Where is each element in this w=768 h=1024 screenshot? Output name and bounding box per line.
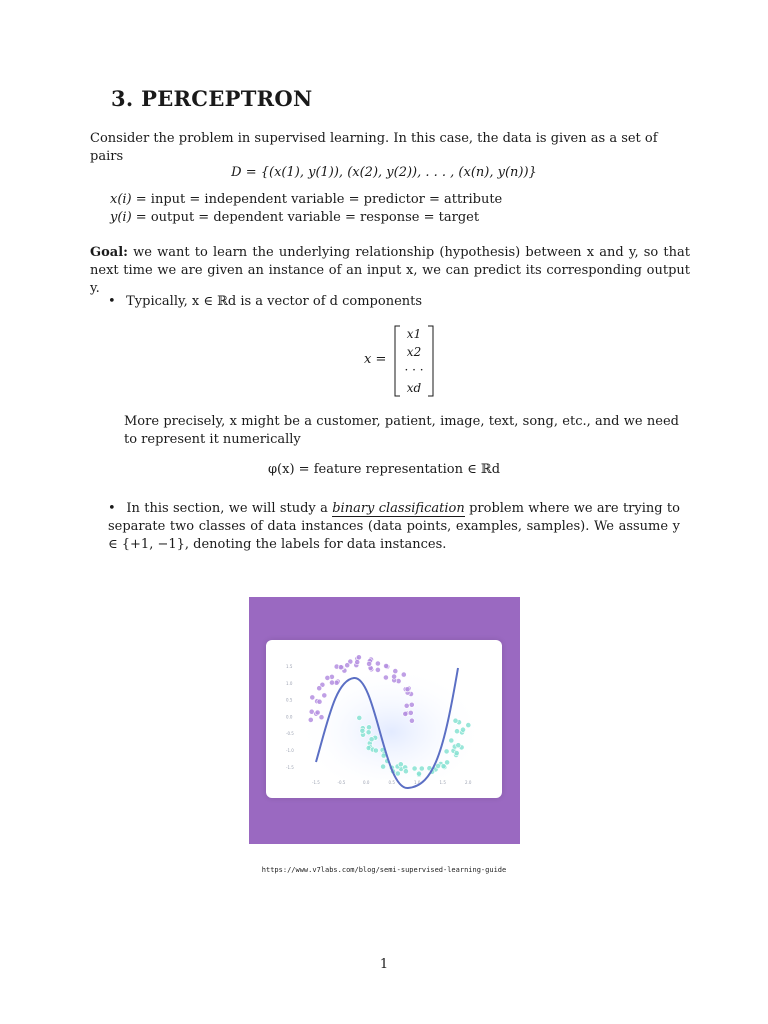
- bullet-vector-text: Typically, x ∈ ℝd is a vector of d components: [126, 294, 423, 309]
- goal-label: Goal:: [90, 245, 128, 260]
- bullet-dot: •: [108, 294, 116, 309]
- bullet-binary-after: problem where we are trying to separate two classes of data instances (data points, examples, samples). We assume y ∈ {+1, −1}, denoting the labels for data instances.: [108, 501, 680, 552]
- vector-equation: [360, 322, 480, 400]
- class-a-point: [308, 717, 313, 722]
- class-a-point: [375, 667, 380, 672]
- vector-entry: x2: [406, 345, 422, 359]
- x-tick-label: 0.0: [363, 780, 370, 785]
- class-b-point: [366, 725, 371, 730]
- class-a-point: [408, 710, 413, 715]
- class-b-point: [416, 771, 421, 776]
- definition-output: [110, 209, 502, 227]
- class-b-point: [419, 766, 424, 771]
- dataset-equation: [0, 165, 768, 180]
- class-b-point: [444, 749, 449, 754]
- class-b-point: [366, 730, 371, 735]
- x-tick-label: -0.5: [337, 780, 346, 785]
- definition-output-symbol: y(i): [110, 210, 132, 225]
- class-a-point: [384, 663, 389, 668]
- dataset-equation-text: D = {(x(1), y(1)), (x(2), y(2)), . . . , (x(n), y(n))}: [231, 165, 537, 180]
- two-moons-plot: [266, 640, 502, 798]
- class-a-point: [345, 663, 350, 668]
- page-number: 1: [379, 957, 389, 972]
- class-a-point: [319, 715, 324, 720]
- class-a-point: [325, 675, 330, 680]
- y-tick-label: -1.0: [286, 748, 294, 753]
- x-tick-label: -1.5: [312, 780, 320, 785]
- definition-input-text: = input = independent variable = predictor = attribute: [135, 192, 503, 207]
- definition-input-symbol: x(i): [110, 192, 132, 207]
- class-b-point: [466, 723, 471, 728]
- class-a-point: [356, 655, 361, 660]
- y-tick-label: -0.5: [286, 731, 294, 737]
- plot-card: [266, 640, 502, 798]
- class-b-point: [453, 718, 458, 723]
- x-tick-label: 1.0: [414, 780, 421, 785]
- vector-entry: · · ·: [404, 363, 424, 377]
- vector-lhs: x =: [364, 352, 387, 367]
- class-a-point: [355, 660, 360, 665]
- x-tick-label: 0.5: [388, 780, 395, 785]
- y-tick-label: 0.5: [286, 697, 293, 703]
- goal-paragraph: [90, 244, 690, 298]
- class-b-point: [381, 764, 386, 769]
- section-number: 3.: [111, 86, 134, 111]
- class-a-point: [329, 680, 334, 685]
- y-tick-label: -1.5: [286, 764, 294, 770]
- definition-input: [110, 191, 502, 209]
- class-b-point: [460, 727, 465, 732]
- class-b-point: [454, 751, 459, 756]
- class-a-point: [392, 674, 397, 679]
- class-a-point: [375, 661, 380, 666]
- class-a-point: [383, 675, 388, 680]
- section-heading: [111, 86, 312, 111]
- class-a-point: [322, 693, 327, 698]
- x-tick-label: 1.5: [439, 780, 446, 785]
- feature-equation: φ(x) = feature representation ∈ ℝd: [267, 462, 501, 477]
- class-a-point: [310, 695, 315, 700]
- class-a-point: [317, 699, 322, 704]
- class-b-point: [445, 760, 450, 765]
- class-b-point: [454, 729, 459, 734]
- class-a-point: [393, 669, 398, 674]
- class-b-point: [369, 737, 374, 742]
- class-a-point: [409, 702, 414, 707]
- class-b-point: [395, 771, 400, 776]
- class-a-point: [317, 686, 322, 691]
- binary-classification-link[interactable]: binary classification: [332, 501, 465, 516]
- class-b-point: [357, 715, 362, 720]
- class-a-point: [315, 710, 320, 715]
- definition-output-text: = output = dependent variable = response = target: [135, 210, 480, 225]
- y-tick-label: 0.0: [286, 714, 293, 720]
- bullet-binary-before: In this section, we will study a: [126, 501, 328, 516]
- figure-caption[interactable]: https://www.v7labs.com/blog/semi-supervised-learning-guide: [261, 866, 507, 874]
- class-b-point: [435, 763, 440, 768]
- class-b-point: [449, 738, 454, 743]
- vector-entry: xd: [406, 381, 422, 395]
- intro-paragraph: Consider the problem in supervised learning. In this case, the data is given as a set of pairs: [90, 131, 658, 164]
- goal-text: we want to learn the underlying relationship (hypothesis) between x and y, so that next time we are given an instance of an input x, we can predict its corresponding output y.: [90, 245, 690, 296]
- class-a-point: [405, 687, 410, 692]
- class-b-point: [403, 769, 408, 774]
- class-a-point: [404, 703, 409, 708]
- x-tick-label: 2.0: [465, 780, 472, 785]
- class-b-point: [373, 748, 378, 753]
- class-a-point: [409, 718, 414, 723]
- class-a-point: [367, 661, 372, 666]
- two-moons-figure: [249, 597, 520, 844]
- y-tick-label: 1.5: [286, 664, 293, 669]
- class-a-point: [338, 665, 343, 670]
- class-a-point: [401, 672, 406, 677]
- class-b-point: [456, 743, 461, 748]
- more-precisely-paragraph: More precisely, x might be a customer, patient, image, text, song, etc., and we need to represent it numerically: [124, 414, 679, 447]
- section-title: PERCEPTRON: [141, 86, 313, 111]
- definitions: [110, 191, 502, 227]
- bullet-vector: [108, 294, 422, 309]
- vector-entry: x1: [406, 327, 422, 341]
- class-a-point: [403, 711, 408, 716]
- bullet-dot: •: [108, 501, 116, 516]
- y-tick-label: 1.0: [286, 680, 293, 686]
- class-b-point: [412, 766, 417, 771]
- class-b-point: [360, 728, 365, 733]
- bullet-binary-classification: [108, 500, 680, 554]
